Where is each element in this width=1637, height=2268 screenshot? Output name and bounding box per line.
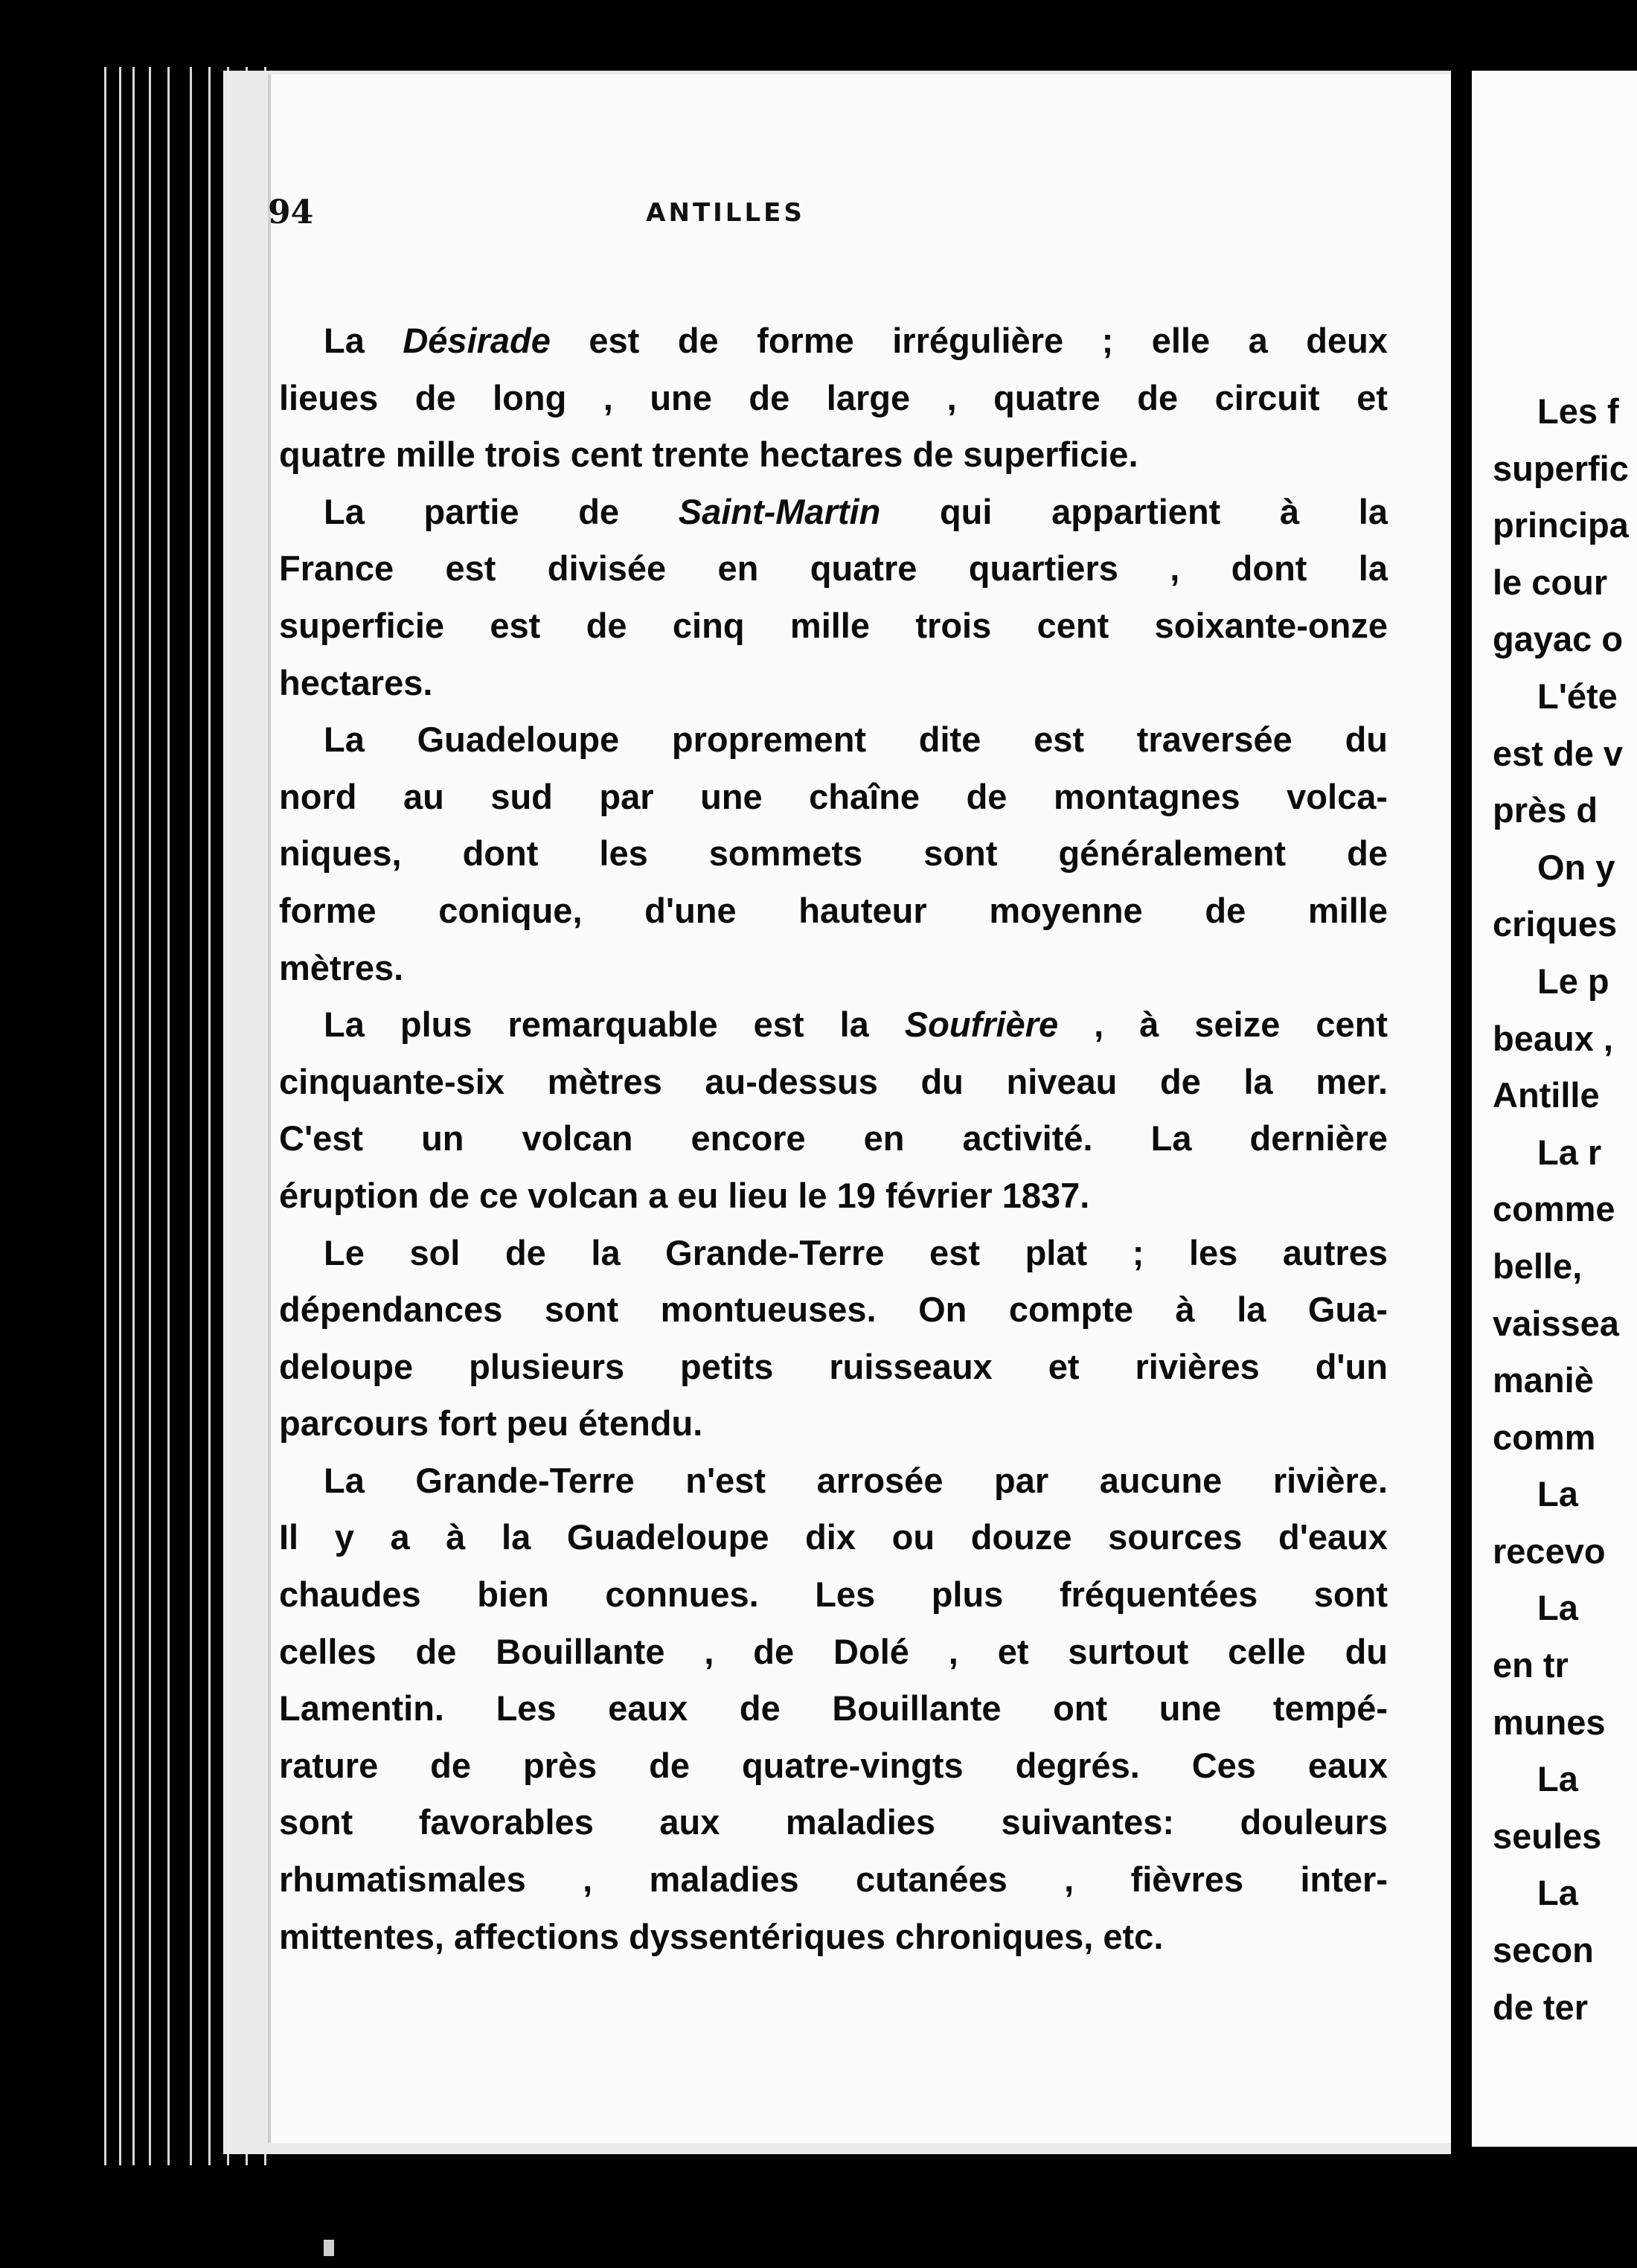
text-segment: Il y a à la Guadeloupe dix ou douze sources d'eaux <box>279 1517 1388 1557</box>
text-line <box>279 1566 1388 1624</box>
paragraph <box>279 1452 1388 1965</box>
text-line <box>279 882 1388 940</box>
paragraph <box>279 1225 1388 1452</box>
right-page-line: La r <box>1537 1132 1602 1172</box>
text-line <box>279 1851 1388 1909</box>
text-line <box>279 996 1388 1054</box>
text-segment: quatre mille trois cent trente hectares de superficie. <box>279 435 1138 475</box>
text-segment: deloupe plusieurs petits ruisseaux et rivières d'un <box>279 1346 1388 1386</box>
text-line <box>279 1624 1388 1681</box>
text-line <box>279 370 1388 427</box>
right-page-line: est de v <box>1493 733 1624 773</box>
text-segment: mètres. <box>279 947 404 987</box>
text-line <box>279 1225 1388 1282</box>
right-page-line: près d <box>1493 790 1598 830</box>
text-segment: rhumatismales , maladies cutanées , fièvres inter- <box>279 1859 1388 1900</box>
page-number: 94 <box>268 193 314 231</box>
text-line <box>279 1737 1388 1795</box>
right-page-line: vaissea <box>1493 1303 1619 1343</box>
right-page-line: La <box>1537 1588 1578 1628</box>
book-gutter <box>1451 60 1473 2158</box>
text-segment: lieues de long , une de large , quatre de circuit et <box>279 377 1388 417</box>
text-segment: hectares. <box>279 662 433 702</box>
right-page-line: comm <box>1493 1417 1596 1457</box>
right-page-line: beaux , <box>1493 1018 1613 1058</box>
right-page-line: La <box>1537 1759 1578 1799</box>
text-segment: rature de près de quatre-vingts degrés. Ces eaux <box>279 1745 1388 1785</box>
right-page-line: gayac o <box>1493 619 1624 659</box>
right-page-line: superfic <box>1493 448 1629 488</box>
text-line <box>279 1110 1388 1167</box>
text-line <box>279 1509 1388 1566</box>
text-segment: , à seize cent <box>1058 1005 1388 1045</box>
right-page-line: maniè <box>1493 1360 1594 1400</box>
paragraph <box>279 711 1388 996</box>
text-segment: La Grande-Terre n'est arrosée par aucune rivière. <box>324 1460 1388 1500</box>
text-segment: La partie de <box>324 491 679 531</box>
text-line <box>279 598 1388 655</box>
text-line <box>279 769 1388 826</box>
text-line <box>279 1167 1388 1225</box>
text-line <box>279 1054 1388 1111</box>
text-segment: est de forme irrégulière ; elle a deux <box>550 321 1388 360</box>
text-segment: La Guadeloupe proprement dite est traversée du <box>324 720 1388 760</box>
right-page-line: criques <box>1493 904 1618 944</box>
paragraph <box>279 996 1388 1224</box>
right-page <box>1472 71 1637 2147</box>
text-line <box>279 1909 1388 1966</box>
text-line <box>279 1339 1388 1396</box>
text-line <box>279 711 1388 769</box>
text-segment: nord au sud par une chaîne de montagnes volca- <box>279 776 1388 816</box>
text-segment: Le sol de la Grande-Terre est plat ; les autres <box>324 1232 1388 1272</box>
right-page-line: La <box>1537 1474 1578 1514</box>
text-segment: celles de Bouillante , de Dolé , et surtout celle du <box>279 1631 1388 1671</box>
right-page-line: munes <box>1493 1702 1606 1742</box>
text-line <box>279 940 1388 997</box>
right-page-line: Les f <box>1537 391 1619 431</box>
right-page-line: secon <box>1493 1930 1594 1970</box>
italic-segment: Désirade <box>403 321 551 360</box>
text-segment: dépendances sont montueuses. On compte à la Gua- <box>279 1290 1388 1330</box>
right-page-line: le cour <box>1493 562 1608 602</box>
text-line <box>279 1680 1388 1737</box>
right-page-line: belle, <box>1493 1246 1583 1286</box>
right-page-line: La <box>1537 1873 1578 1913</box>
text-line <box>279 1395 1388 1452</box>
text-segment: superficie est de cinq mille trois cent soixante-onze <box>279 605 1388 645</box>
body-text <box>279 313 1388 1965</box>
right-page-line: recevo <box>1493 1531 1606 1571</box>
text-line <box>279 825 1388 882</box>
text-segment: mittentes, affections dyssentériques chroniques, etc. <box>279 1916 1164 1956</box>
text-segment: Lamentin. Les eaux de Bouillante ont une tempé- <box>279 1688 1388 1729</box>
text-segment: sont favorables aux maladies suivantes: douleurs <box>279 1802 1388 1842</box>
text-line <box>279 1794 1388 1851</box>
text-segment: parcours fort peu étendu. <box>279 1403 703 1444</box>
right-page-line: Le p <box>1537 961 1609 1001</box>
running-title: ANTILLES <box>646 198 805 228</box>
right-page-line: principa <box>1493 505 1629 545</box>
right-page-line: On y <box>1537 847 1615 887</box>
right-page-text <box>1493 383 1629 2036</box>
text-line <box>279 1452 1388 1510</box>
text-segment: La plus remarquable est la <box>324 1005 905 1045</box>
right-page-line: Antille <box>1493 1075 1600 1115</box>
text-segment: cinquante-six mètres au-dessus du niveau de la mer. <box>279 1061 1388 1101</box>
text-segment: France est divisée en quatre quartiers , dont la <box>279 548 1388 589</box>
right-page-line: en tr <box>1493 1645 1569 1685</box>
italic-segment: Soufrière <box>904 1005 1059 1045</box>
text-segment: niques, dont les sommets sont généralement de <box>279 833 1388 874</box>
right-page-line: comme <box>1493 1189 1615 1229</box>
text-segment: chaudes bien connues. Les plus fréquentées sont <box>279 1575 1388 1615</box>
page-header <box>0 193 1637 238</box>
text-line <box>279 655 1388 712</box>
text-segment: qui appartient à la <box>880 491 1388 531</box>
text-segment: C'est un volcan encore en activité. La dernière <box>279 1118 1388 1159</box>
text-segment: La <box>324 321 403 360</box>
right-page-line: L'éte <box>1537 676 1618 716</box>
paragraph <box>279 313 1388 484</box>
text-segment: éruption de ce volcan a eu lieu le 19 février 1837. <box>279 1175 1090 1215</box>
text-line <box>279 426 1388 484</box>
right-page-line: seules <box>1493 1816 1602 1856</box>
paragraph <box>279 484 1388 711</box>
text-segment: forme conique, d'une hauteur moyenne de mille <box>279 890 1388 930</box>
right-page-line: de ter <box>1493 1987 1588 2027</box>
text-line <box>279 313 1388 370</box>
italic-segment: Saint-Martin <box>678 491 881 531</box>
text-line <box>279 484 1388 541</box>
scan-mark <box>324 2240 334 2256</box>
text-line <box>279 540 1388 598</box>
text-line <box>279 1281 1388 1339</box>
